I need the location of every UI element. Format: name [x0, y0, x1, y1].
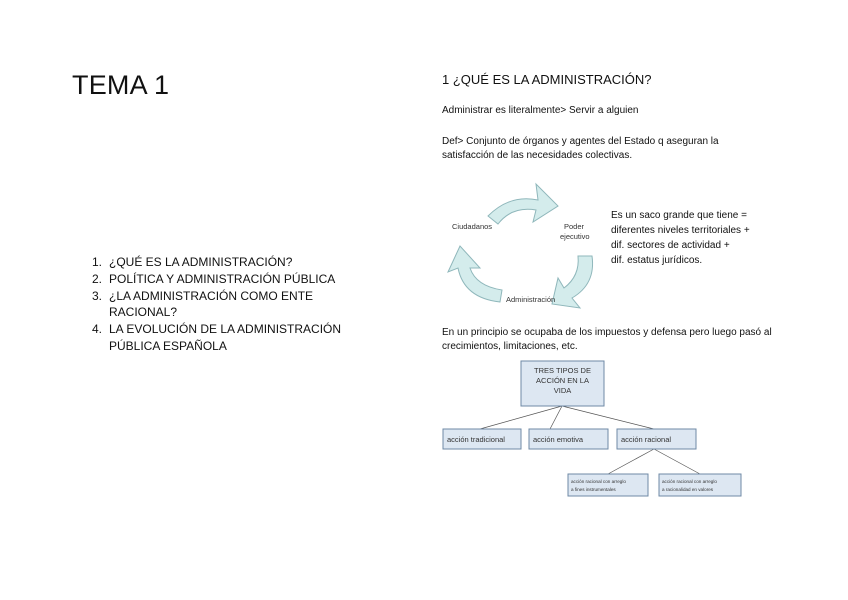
administrar-text: Administrar es literalmente> Servir a alguien: [442, 105, 639, 116]
tree-root-line: ACCIÓN EN LA: [536, 376, 589, 385]
toc-text: ¿LA ADMINISTRACIÓN COMO ENTE RACIONAL?: [109, 288, 314, 320]
tree-grandchild-box: [659, 474, 741, 496]
tree-grandchild-box: [568, 474, 648, 496]
page-title: TEMA 1: [72, 70, 170, 100]
saco-line: dif. estatus jurídicos.: [611, 255, 703, 266]
cycle-label-ciudadanos: Ciudadanos: [452, 222, 493, 231]
toc-number: 4.: [92, 322, 103, 337]
toc-number: 3.: [92, 288, 103, 303]
tree-child-label: acción tradicional: [447, 435, 505, 444]
cycle-label-administracion: Administración: [506, 295, 556, 304]
cycle-label-ejecutivo: ejecutivo: [560, 232, 590, 241]
toc-text: ¿QUÉ ES LA ADMINISTRACIÓN?: [109, 255, 293, 269]
tree-root-line: TRES TIPOS DE: [534, 366, 591, 375]
toc-number: 2.: [92, 271, 103, 286]
cycle-arrow-left: [448, 246, 502, 302]
definition-text: Def> Conjunto de órganos y agentes del Estado q aseguran la satisfacción de las necesidades colectivas.: [442, 136, 719, 161]
saco-text: [611, 208, 791, 268]
saco-line: diferentes niveles territoriales +: [611, 225, 750, 236]
table-of-contents: [92, 254, 392, 355]
tree-child-label: acción emotiva: [533, 435, 584, 444]
cycle-arrow-top: [488, 184, 558, 224]
saco-line: Es un saco grande que tiene =: [611, 210, 747, 221]
toc-item: [92, 254, 392, 271]
toc-text: LA EVOLUCIÓN DE LA ADMINISTRACIÓN PÚBLICA ESPAÑOLA: [109, 322, 342, 353]
cycle-diagram: [440, 176, 610, 316]
cycle-label-poder: Poder: [564, 222, 585, 231]
tree-grandchild-line: acción racional con arreglo: [662, 479, 717, 484]
action-types-diagram: [440, 358, 750, 500]
section-title: 1 ¿QUÉ ES LA ADMINISTRACIÓN?: [442, 72, 652, 87]
toc-item: [92, 288, 392, 322]
toc-text: POLÍTICA Y ADMINISTRACIÓN PÚBLICA: [109, 271, 336, 286]
principio-text: En un principio se ocupaba de los impuestos y defensa pero luego pasó al crecimientos, limitaciones, etc.: [442, 327, 772, 352]
tree-grandchild-line: a fines instrumentales: [571, 487, 616, 492]
tree-child-label: acción racional: [621, 435, 672, 444]
tree-grandchild-line: acción racional con arreglo: [571, 479, 626, 484]
tree-grandchild-line: a racionalidad en valores: [662, 487, 714, 492]
tree-root-line: VIDA: [553, 386, 572, 395]
toc-item: [92, 271, 392, 288]
saco-line: dif. sectores de actividad +: [611, 240, 730, 251]
toc-item: [92, 321, 392, 355]
cycle-arrow-right: [552, 256, 593, 308]
toc-number: 1.: [92, 255, 103, 269]
